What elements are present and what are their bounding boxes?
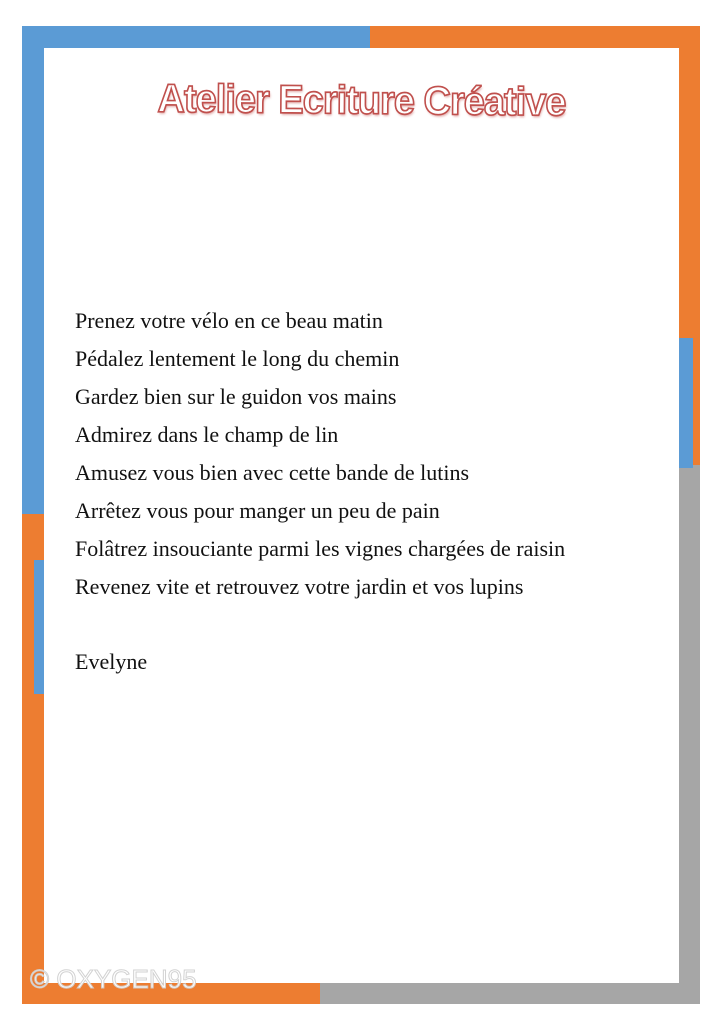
frame-bar-left-blue-accent [34, 560, 44, 694]
copyright-watermark: © OXYGEN95 [30, 964, 197, 994]
poem-line: Gardez bien sur le guidon vos mains [75, 384, 397, 409]
poem-line: Prenez votre vélo en ce beau matin [75, 308, 383, 333]
frame-bar-right-grey [679, 465, 700, 1004]
frame-bar-right-blue-accent [679, 338, 693, 468]
frame-bar-bottom-grey [320, 983, 700, 1004]
poem-line: Amusez vous bien avec cette bande de lutins [75, 460, 470, 485]
page-title: Atelier Ecriture Créative [157, 77, 566, 125]
poem-line: Folâtrez insouciante parmi les vignes chargées de raisin [75, 536, 566, 561]
poem-line: Pédalez lentement le long du chemin [75, 346, 400, 371]
poem-line: Revenez vite et retrouvez votre jardin et vos lupins [75, 574, 524, 599]
poem-line: Arrêtez vous pour manger un peu de pain [75, 498, 440, 523]
poem [75, 306, 565, 610]
frame-bar-top-orange-accent [418, 26, 700, 36]
author-signature: Evelyne [75, 649, 148, 674]
poem-line: Admirez dans le champ de lin [75, 422, 339, 447]
